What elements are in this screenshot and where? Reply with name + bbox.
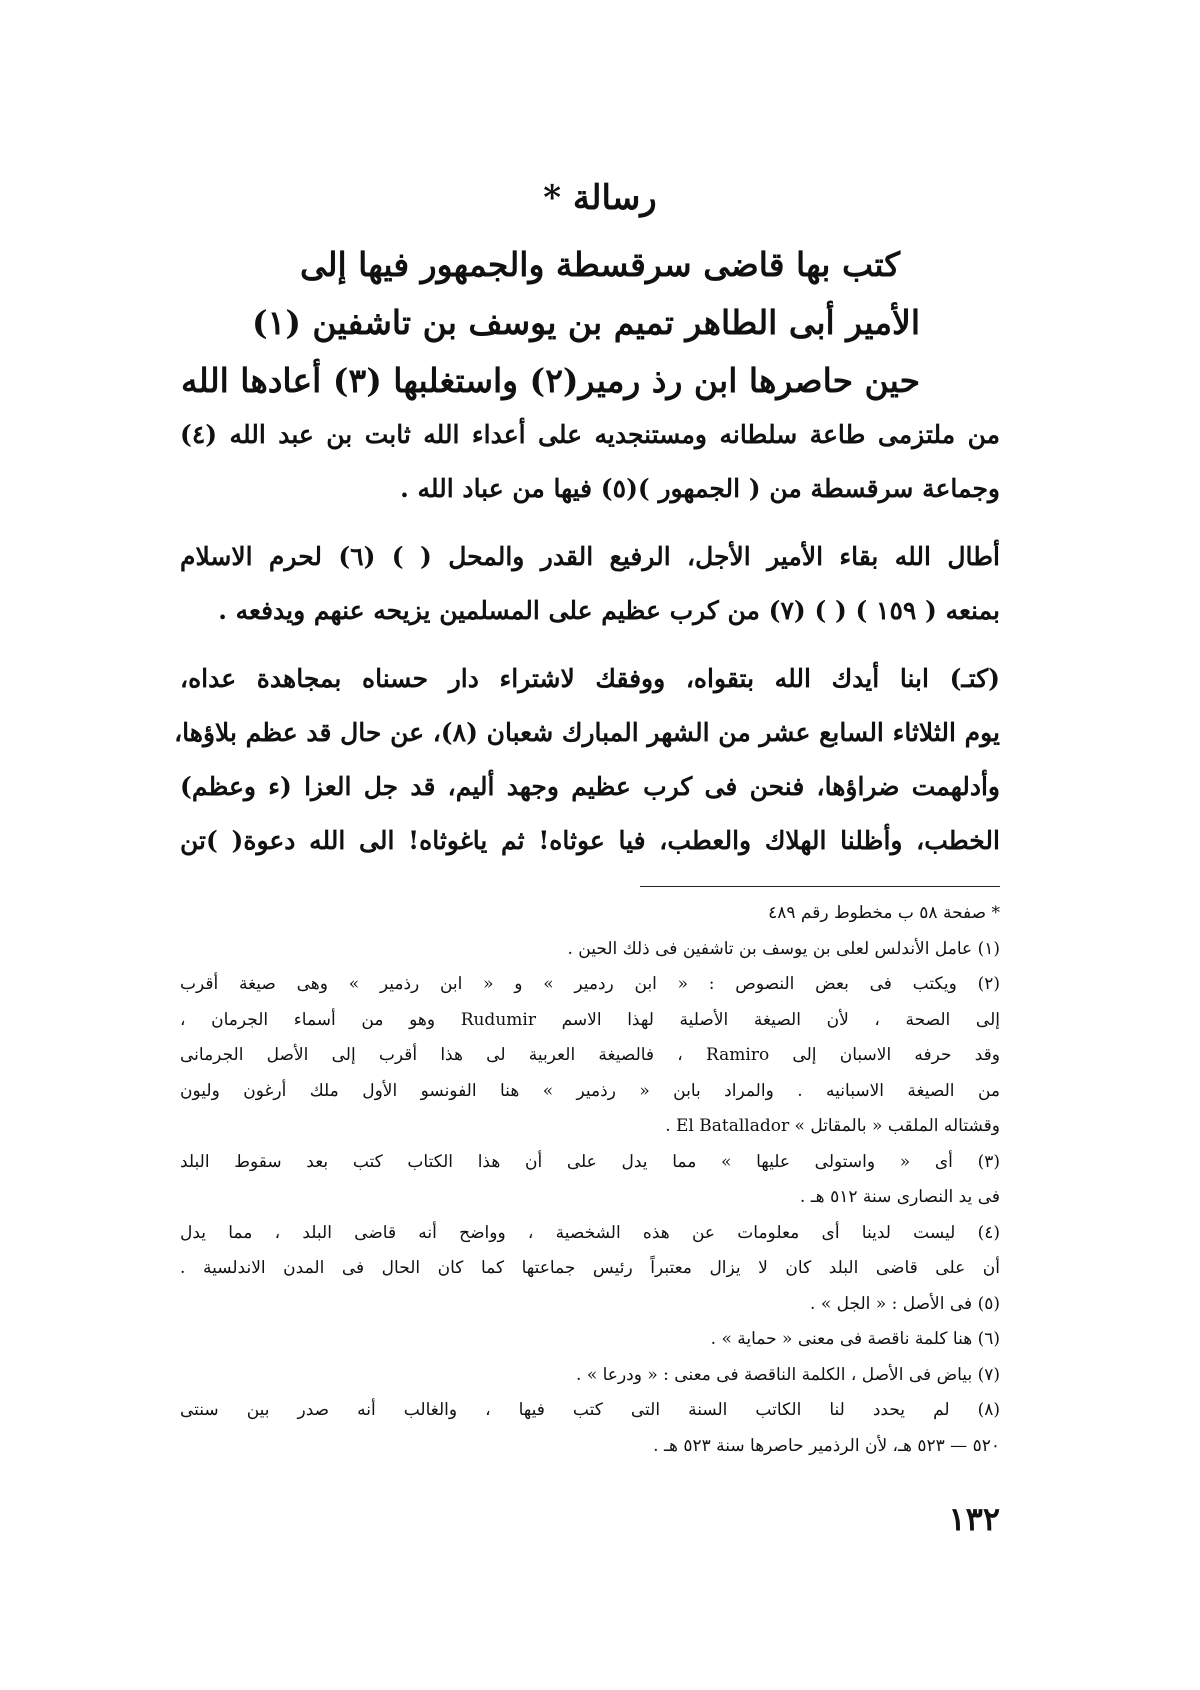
footnote-line: (٢) ويكتب فى بعض النصوص : « ابن ردمير » و « ابن رذمير » وهى صيغة أقرب — [180, 974, 1000, 994]
heading-line: حين حاصرها ابن رذ رمير(٢) واستغلبها (٣) أعادها الله — [180, 361, 920, 400]
footnote-line: (١) عامل الأندلس لعلى بن يوسف بن تاشفين فى ذلك الحين . — [567, 938, 1000, 959]
footnote-line: وقشتاله الملقب « بالمقاتل » El Batallador . — [665, 1116, 1000, 1136]
body-line: وجماعة سرقسطة من ( الجمهور )(٥) فيها من عباد الله . — [400, 474, 1000, 503]
footnote-line: من الصيغة الاسبانيه . والمراد بابن « رذمير » هنا الفونسو الأول ملك أرغون وليون — [180, 1080, 1000, 1101]
footnote-separator — [640, 886, 1000, 887]
body-line: يوم الثلاثاء السابع عشر من الشهر المبارك شعبان (٨)، عن حال قد عظم بلاؤها، — [174, 718, 1000, 747]
paragraph-main — [174, 652, 1000, 868]
body-line: بمنعه ( ١٥٩ ) ( ) (٧) من كرب عظيم على المسلمين يزيحه عنهم ويدفعه . — [218, 596, 1000, 625]
body-line: وأدلهمت ضراؤها، فنحن فى كرب عظيم وجهد أليم، قد جل العزا (ء وعظم) — [180, 772, 1000, 801]
letter-heading — [180, 236, 920, 410]
paragraph-greeting — [180, 530, 1000, 638]
page-number: ١٣٢ — [948, 1500, 1000, 1538]
footnote-line: إلى الصحة ، لأن الصيغة الأصلية لهذا الاسم Rudumir وهو من أسماء الجرمان ، — [180, 1009, 1000, 1030]
paragraph-sender — [180, 408, 1000, 516]
heading-line: الأمير أبى الطاهر تميم بن يوسف بن تاشفين (١) — [251, 303, 920, 342]
body-line: (كتـ) ابنا أيدك الله بتقواه، ووفقك لاشتراء دار حسناه بمجاهدة عداه، — [180, 664, 1000, 693]
footnotes — [180, 896, 1000, 1464]
footnote-line: وقد حرفه الاسبان إلى Ramiro ، فالصيغة العربية لى هذا أقرب إلى الأصل الجرمانى — [180, 1045, 1000, 1065]
letter-body — [174, 408, 1000, 882]
footnote-line: * صفحة ٥٨ ب مخطوط رقم ٤٨٩ — [768, 903, 1000, 923]
page-title: رسالة * — [543, 178, 657, 218]
body-line: أطال الله بقاء الأمير الأجل، الرفيع القدر والمحل ( ) (٦) لحرم الاسلام — [180, 542, 1000, 571]
heading-line: كتب بها قاضى سرقسطة والجمهور فيها إلى — [299, 245, 901, 284]
footnote-line: ٥٢٠ — ٥٢٣ هـ، لأن الرذمير حاصرها سنة ٥٢٣ هـ . — [653, 1435, 1000, 1456]
footnote-line: (٣) أى « واستولى عليها » مما يدل على أن هذا الكتاب كتب بعد سقوط البلد — [180, 1151, 1000, 1172]
footnote-line: (٦) هنا كلمة ناقصة فى معنى « حماية » . — [710, 1329, 1000, 1349]
footnote-line: فى يد النصارى سنة ٥١٢ هـ . — [799, 1187, 1000, 1207]
footnote-line: (٤) ليست لدينا أى معلومات عن هذه الشخصية ، وواضح أنه قاضى البلد ، مما يدل — [180, 1222, 1000, 1243]
body-line: من ملتزمى طاعة سلطانه ومستنجديه على أعداء الله ثابت بن عبد الله (٤) — [180, 420, 1000, 449]
footnote-line: (٨) لم يحدد لنا الكاتب السنة التى كتب فيها ، والغالب أنه صدر بين سنتى — [180, 1400, 1000, 1420]
body-line: الخطب، وأظلنا الهلاك والعطب، فيا عوثاه! ثم ياغوثاه! الى الله دعوة( )تن — [180, 826, 1000, 855]
footnote-line: (٧) بياض فى الأصل ، الكلمة الناقصة فى معنى : « ودرعا » . — [576, 1364, 1000, 1385]
footnote-line: أن على قاضى البلد كان لا يزال معتبراً رئيس جماعتها كما كان الحال فى المدن الاندلسية . — [180, 1258, 1000, 1278]
footnote-line: (٥) فى الأصل : « الجل » . — [810, 1293, 1000, 1314]
